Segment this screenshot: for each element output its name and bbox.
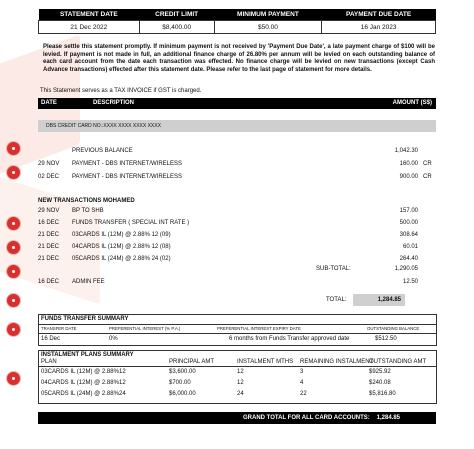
instalment-mths: 12 — [237, 380, 244, 386]
annotation-marker — [7, 294, 20, 307]
plan-name: 03CARDS IL (12M) @ 2.88% — [41, 369, 119, 375]
grand-total-bar — [38, 412, 436, 424]
outstanding-balance-value: $512.50 — [375, 336, 397, 342]
minimum-payment-value: $50.00 — [214, 21, 322, 34]
remaining-instalment: 22 — [300, 391, 307, 397]
credit-limit-header: CREDIT LIMIT — [139, 9, 214, 21]
outstanding-amt: $5,816.80 — [369, 391, 396, 397]
admin-fee-amount: 12.50 — [402, 279, 418, 285]
plan-name: 05CARDS IL (24M) @ 2.88% — [41, 391, 119, 397]
instalment-mths: 12 — [237, 369, 244, 375]
credit-limit-value: $8,400.00 — [139, 21, 214, 34]
payment-notice: Please settle this statement promptly. If minimum payment is not received by 'Payment Due Date', a late payment charge of $100 will be levied. If payment is not made in full, an additional finance charge of 26.80% per annum will be levied on each outstanding balance of each card account from the date each transaction was effected. No finance charge will be levied on new transactions (except Cash Advance transactions) effected after this statement date. Please refer to the last page of statement for more details. — [43, 44, 435, 73]
transaction-date: 21 DEC — [38, 232, 60, 238]
outstanding-amt: $925.92 — [369, 369, 391, 375]
transaction-amount: 500.00 — [399, 220, 418, 226]
remaining-instalment: 3 — [300, 369, 304, 375]
transaction-description: 05CARDS IL (24M) @ 2.88% 24 (02) — [72, 256, 171, 262]
plan-tenor: 12 — [119, 369, 126, 375]
plan-name: 04CARDS IL (12M) @ 2.88% — [41, 380, 119, 386]
admin-fee-description: ADMIN FEE — [72, 279, 105, 285]
minimum-payment-header: MINIMUM PAYMENT — [214, 9, 322, 21]
transaction-date: 29 NOV — [38, 208, 60, 214]
principal-amt-header: PRINCIPAL AMT — [169, 359, 215, 365]
annotation-marker — [7, 241, 20, 254]
principal-amt: $700.00 — [169, 380, 191, 386]
transaction-date: 16 DEC — [38, 220, 60, 226]
card-number-bar — [38, 120, 436, 132]
subtotal-amount: 1,290.05 — [394, 266, 418, 272]
plan-tenor: 12 — [119, 380, 126, 386]
remaining-instalment: 4 — [300, 380, 304, 386]
expiry-date-header: PREFERENTIAL INTEREST EXPIRY DATE — [217, 326, 301, 331]
grand-total-label: GRAND TOTAL FOR ALL CARD ACCOUNTS: — [243, 415, 370, 421]
outstanding-balance-header: OUTSTANDING BALANCE — [367, 326, 420, 331]
instalment-mths: 24 — [237, 391, 244, 397]
funds-transfer-summary — [38, 314, 437, 346]
plan-tenor: 24 — [119, 391, 126, 397]
gst-note: This Statement serves as a TAX INVOICE if GST is charged. — [40, 88, 202, 94]
outstanding-amt: $240.08 — [369, 380, 391, 386]
transactions-header-bar — [38, 98, 436, 109]
previous-balance-label: PREVIOUS BALANCE — [72, 148, 133, 154]
transaction-amount: 157.00 — [399, 208, 418, 214]
transaction-amount: 308.64 — [399, 232, 418, 238]
expiry-date-value: 6 months from Funds Transfer approved date — [229, 336, 350, 342]
principal-amt: $3,600.00 — [169, 369, 196, 375]
transaction-description: BP TO SHB — [72, 208, 104, 214]
date-column-header: DATE — [41, 100, 57, 106]
transaction-date: 21 DEC — [38, 244, 60, 250]
transfer-date-value: 16 Dec — [41, 336, 61, 342]
funds-transfer-title: FUNDS TRANSFER SUMMARY — [41, 316, 129, 322]
transfer-date-header: TRANSFER DATE — [41, 326, 77, 331]
payment-amount: 900.00 — [399, 174, 418, 180]
outstanding-amt-header: OUTSTANDING AMT — [369, 359, 427, 365]
annotation-marker — [7, 217, 20, 230]
transaction-description: 04CARDS IL (12M) @ 2.88% 12 (08) — [72, 244, 171, 250]
description-column-header: DESCRIPTION — [93, 100, 135, 106]
payment-due-date-header: PAYMENT DUE DATE — [322, 9, 436, 21]
payment-date: 02 DEC — [38, 174, 60, 180]
new-transactions-heading: NEW TRANSACTIONS MOHAMED — [38, 198, 135, 204]
total-amount: 1,284.85 — [377, 297, 401, 303]
statement-summary-table — [38, 9, 436, 34]
principal-amt: $6,000.00 — [169, 391, 196, 397]
grand-total-amount: 1,284.85 — [376, 415, 400, 421]
instalment-plans-summary — [38, 350, 437, 404]
payment-credit-flag: CR — [423, 174, 432, 180]
card-number: DBS CREDIT CARD NO.:XXXX XXXX XXXX XXXX — [46, 123, 161, 129]
total-box — [353, 294, 405, 306]
statement-date-header: STATEMENT DATE — [39, 9, 140, 21]
total-label: TOTAL: — [326, 297, 347, 303]
transaction-description: FUNDS TRANSFER ( SPECIAL INT RATE ) — [72, 220, 190, 226]
instalment-title: INSTALMENT PLANS SUMMARY — [41, 352, 134, 358]
annotation-marker — [7, 265, 20, 278]
transaction-amount: 264.40 — [399, 256, 418, 262]
amount-column-header: AMOUNT (S$) — [392, 100, 432, 106]
subtotal-label: SUB-TOTAL: — [316, 266, 351, 272]
remaining-instalment-header: REMAINING INSTALMENT — [300, 359, 374, 365]
preferential-interest-header: PREFERENTIAL INTEREST (% P.A.) — [109, 326, 181, 331]
payment-credit-flag: CR — [423, 161, 432, 167]
payment-description: PAYMENT - DBS INTERNET/WIRELESS — [72, 174, 183, 180]
transaction-date: 21 DEC — [38, 256, 60, 262]
payment-amount: 160.00 — [399, 161, 418, 167]
annotation-marker — [7, 142, 20, 155]
admin-fee-date: 16 DEC — [38, 279, 60, 285]
transaction-description: 03CARDS IL (12M) @ 2.88% 12 (09) — [72, 232, 171, 238]
transaction-amount: 60.01 — [402, 244, 418, 250]
annotation-marker — [7, 166, 20, 179]
payment-due-date-value: 16 Jan 2023 — [322, 21, 436, 34]
preferential-interest-value: 0% — [109, 336, 118, 342]
previous-balance-amount: 1,042.30 — [394, 148, 418, 154]
payment-description: PAYMENT - DBS INTERNET/WIRELESS — [72, 161, 183, 167]
plan-header: PLAN — [41, 359, 57, 365]
instalment-mths-header: INSTALMENT MTHS — [237, 359, 294, 365]
statement-date-value: 21 Dec 2022 — [39, 21, 140, 34]
annotation-marker — [7, 323, 20, 336]
annotation-marker — [7, 372, 20, 385]
payment-date: 29 NOV — [38, 161, 60, 167]
